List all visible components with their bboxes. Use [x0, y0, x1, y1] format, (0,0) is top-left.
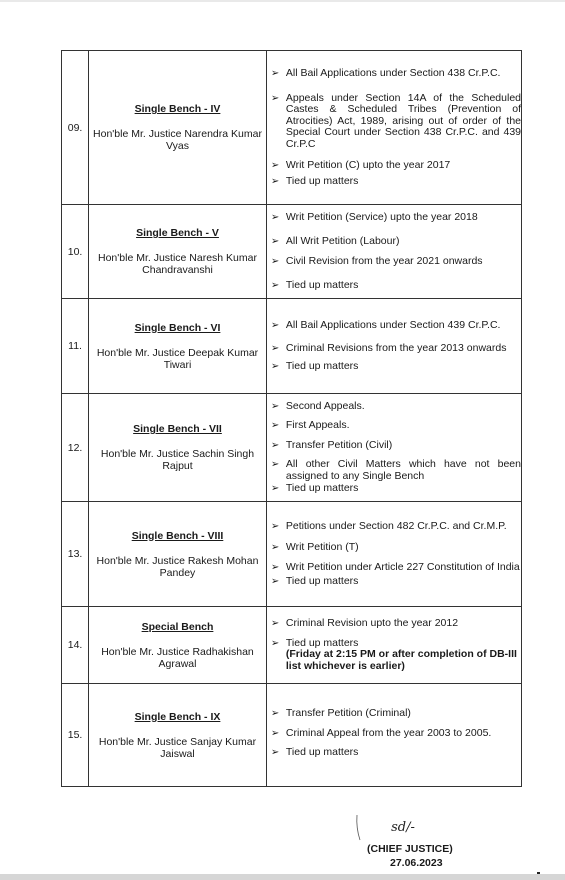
signature-date: 27.06.2023	[390, 857, 443, 869]
list-item: ➢ Tied up matters	[267, 361, 521, 373]
bench-name: Single Bench - IV	[134, 103, 221, 115]
judge-name: Hon'ble Mr. Justice Naresh Kumar Chandravanshi	[98, 252, 257, 276]
bench-cell	[89, 607, 267, 684]
list-item: ➢ Writ Petition (T)	[267, 542, 521, 554]
signature-sd	[355, 812, 435, 842]
page-bottom-edge	[0, 874, 565, 880]
page-top-edge	[0, 0, 565, 2]
bench-name: Single Bench - VII	[133, 423, 222, 435]
serial-number: 10.	[62, 205, 89, 299]
list-item: ➢ Writ Petition under Article 227 Constitution of India	[267, 562, 521, 574]
judge-name: Hon'ble Mr. Justice Deepak Kumar Tiwari	[96, 346, 259, 371]
matters-cell	[266, 607, 521, 684]
matters-cell	[266, 299, 521, 394]
judge-name: Hon'ble Mr. Justice Sachin Singh Rajput	[100, 448, 255, 472]
serial-number: 11.	[62, 299, 89, 394]
list-item: ➢ All Bail Applications under Section 438 Cr.P.C.	[267, 68, 521, 80]
list-item	[267, 638, 521, 673]
judge-name: Hon'ble Mr. Justice Radhakishan Agrawal	[101, 645, 254, 670]
judge-name: Hon'ble Mr. Justice Rakesh Mohan Pandey	[96, 554, 259, 579]
serial-number: 09.	[62, 51, 89, 205]
bench-name: Single Bench - V	[136, 227, 219, 239]
list-item: ➢ Writ Petition (Service) upto the year 2018	[267, 212, 521, 224]
list-item: ➢ All Bail Applications under Section 439 Cr.P.C.	[267, 320, 521, 332]
table-row	[62, 205, 522, 299]
list-item: ➢ All other Civil Matters which have not been assigned to any Single Bench	[267, 459, 521, 482]
matters-cell	[266, 502, 521, 607]
serial-number: 13.	[62, 502, 89, 607]
list-item: ➢ Criminal Revision upto the year 2012	[267, 618, 521, 630]
bench-name: Single Bench - VI	[134, 321, 221, 334]
bench-cell	[89, 51, 267, 205]
list-item: ➢ Second Appeals.	[267, 401, 521, 413]
list-item: ➢ Criminal Appeal from the year 2003 to 2005.	[267, 728, 521, 740]
list-item: ➢ Tied up matters	[267, 280, 521, 292]
list-item: ➢ Appeals under Section 14A of the Scheduled Castes & Scheduled Tribes (Prevention of Atrocities) Act, 1989, arising out of order of the Special Court under Section 438 Cr.P.C. and 439 Cr.P.C	[267, 93, 521, 151]
serial-number: 14.	[62, 607, 89, 684]
matters-cell	[266, 51, 521, 205]
list-item: ➢ Transfer Petition (Criminal)	[267, 708, 521, 720]
list-item: ➢ Transfer Petition (Civil)	[267, 440, 521, 452]
judge-name: Hon'ble Mr. Justice Narendra Kumar Vyas	[93, 128, 262, 152]
list-item: ➢ Civil Revision from the year 2021 onwards	[267, 256, 521, 268]
bench-cell	[89, 205, 267, 299]
table-row	[62, 299, 522, 394]
signatory-title: (CHIEF JUSTICE)	[367, 843, 453, 855]
bench-name: Single Bench - IX	[134, 710, 221, 723]
bench-name: Single Bench - VIII	[131, 529, 224, 542]
table-row	[62, 51, 522, 205]
serial-number: 12.	[62, 394, 89, 502]
list-item: ➢ Writ Petition (C) upto the year 2017	[267, 160, 521, 172]
table-row	[62, 394, 522, 502]
list-item: ➢ Tied up matters	[267, 483, 521, 495]
table-row	[62, 684, 522, 787]
bench-cell	[89, 394, 267, 502]
bench-cell	[89, 684, 267, 787]
matters-cell	[266, 684, 521, 787]
list-item: ➢ Tied up matters	[267, 176, 521, 188]
bench-cell	[89, 502, 267, 607]
list-item: ➢ Tied up matters	[267, 747, 521, 759]
list-item: ➢ Petitions under Section 482 Cr.P.C. and Cr.M.P.	[267, 521, 521, 533]
serial-number: 15.	[62, 684, 89, 787]
list-item: ➢ Criminal Revisions from the year 2013 onwards	[267, 343, 521, 355]
table-row	[62, 607, 522, 684]
bench-name: Special Bench	[141, 620, 214, 633]
bench-cell	[89, 299, 267, 394]
list-item-text: Tied up matters	[285, 636, 359, 649]
matters-cell	[266, 394, 521, 502]
list-item: ➢ All Writ Petition (Labour)	[267, 236, 521, 248]
matters-cell	[266, 205, 521, 299]
bench-roster-table	[61, 50, 522, 787]
signature-mark: sd/-	[391, 820, 415, 835]
table-row	[62, 502, 522, 607]
list-item: ➢ First Appeals.	[267, 420, 521, 432]
judge-name: Hon'ble Mr. Justice Sanjay Kumar Jaiswal	[98, 735, 257, 760]
timing-note: (Friday at 2:15 PM or after completion of DB-III list whichever is earlier)	[285, 648, 517, 672]
list-item: ➢ Tied up matters	[267, 576, 521, 588]
